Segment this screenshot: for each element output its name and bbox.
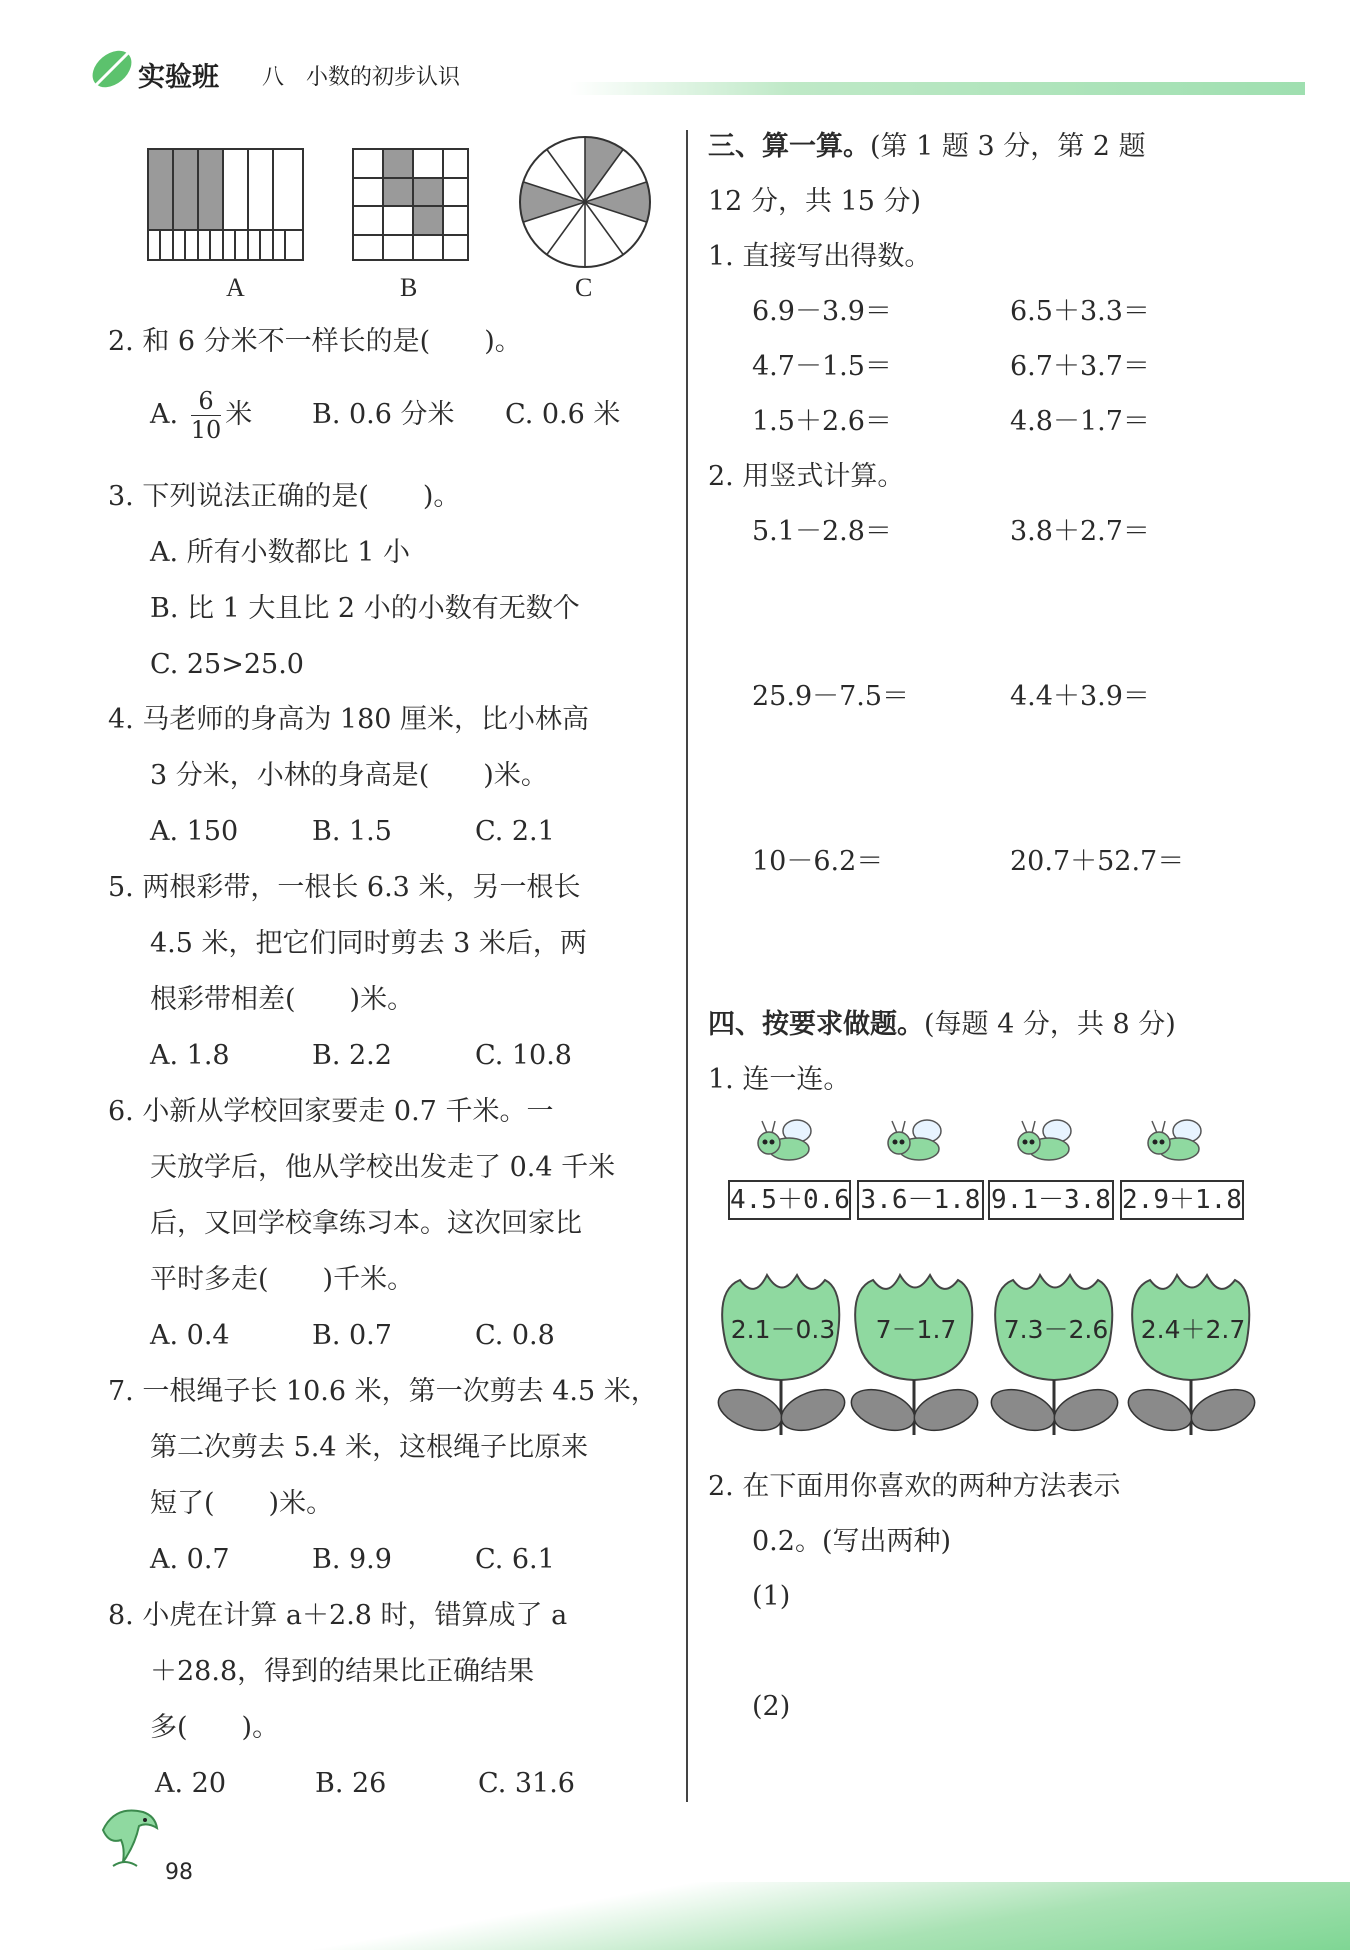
expression-box[interactable]: 4.5＋0.6 bbox=[728, 1180, 851, 1220]
figure-b-grid bbox=[350, 145, 472, 265]
q4-line2: 3 分米，小林的身高是( )米。 bbox=[150, 760, 548, 791]
calc-item: 6.7＋3.7＝ bbox=[1010, 351, 1150, 382]
calc-item: 4.8－1.7＝ bbox=[1010, 406, 1150, 437]
s4-q1-title: 1. 连一连。 bbox=[708, 1064, 851, 1095]
chapter-title: 八 小数的初步认识 bbox=[262, 65, 461, 90]
q3-option-c: C. 25>25.0 bbox=[150, 649, 304, 680]
section-4-note: (每题 4 分，共 8 分) bbox=[924, 1009, 1176, 1040]
answer-label-2: (2) bbox=[752, 1691, 791, 1722]
q6-option-b: B. 0.7 bbox=[312, 1320, 392, 1351]
q6-line2: 天放学后，他从学校出发走了 0.4 千米 bbox=[150, 1152, 616, 1183]
calc-item: 1.5＋2.6＝ bbox=[752, 406, 892, 437]
q6-option-a: A. 0.4 bbox=[150, 1320, 230, 1351]
vertical-calc-item: 3.8＋2.7＝ bbox=[1010, 516, 1150, 547]
section-3-heading bbox=[708, 130, 1146, 164]
column-divider bbox=[686, 130, 688, 1802]
expression-box[interactable]: 2.9＋1.8 bbox=[1120, 1180, 1244, 1220]
expression-box[interactable]: 3.6－1.8 bbox=[857, 1180, 984, 1220]
q5-option-a: A. 1.8 bbox=[150, 1040, 230, 1071]
header-band bbox=[570, 82, 1305, 95]
q2-option-a: A. $\frac{6}{10}$ 米 bbox=[150, 387, 253, 444]
answer-label-1: (1) bbox=[752, 1581, 791, 1612]
flower-expression[interactable]: 2.4＋2.7 bbox=[1140, 1315, 1246, 1344]
dolphin-icon bbox=[95, 1800, 165, 1875]
section-3-note-line2: 12 分，共 15 分) bbox=[708, 186, 921, 217]
q3-option-b: B. 比 1 大且比 2 小的小数有无数个 bbox=[150, 593, 580, 624]
q3-option-a: A. 所有小数都比 1 小 bbox=[150, 537, 411, 568]
q7-option-b: B. 9.9 bbox=[312, 1544, 392, 1575]
q7-line3: 短了( )米。 bbox=[150, 1488, 334, 1519]
q5-line2: 4.5 米，把它们同时剪去 3 米后，两 bbox=[150, 928, 587, 959]
vertical-calc-item: 25.9－7.5＝ bbox=[752, 681, 910, 712]
bee-icon bbox=[1143, 1115, 1213, 1175]
q4-line1: 4. 马老师的身高为 180 厘米，比小林高 bbox=[108, 704, 590, 735]
q6-option-c: C. 0.8 bbox=[475, 1320, 555, 1351]
q7-option-c: C. 6.1 bbox=[475, 1544, 555, 1575]
q6-line4: 平时多走( )千米。 bbox=[150, 1264, 415, 1295]
q4-option-a: A. 150 bbox=[150, 816, 239, 847]
q6-line3: 后，又回学校拿练习本。这次回家比 bbox=[150, 1208, 582, 1239]
page-number: 98 bbox=[165, 1860, 193, 1885]
s3-q2-title: 2. 用竖式计算。 bbox=[708, 461, 905, 492]
flower-expression[interactable]: 2.1－0.3 bbox=[730, 1315, 836, 1344]
s3-q1-title: 1. 直接写出得数。 bbox=[708, 241, 932, 272]
s4-q2-line2: 0.2。(写出两种) bbox=[752, 1526, 952, 1557]
figure-c-label: C bbox=[575, 273, 593, 302]
s4-q2-line1: 2. 在下面用你喜欢的两种方法表示 bbox=[708, 1471, 1121, 1502]
q2-stem: 2. 和 6 分米不一样长的是( )。 bbox=[108, 326, 522, 357]
flower-icon bbox=[715, 1270, 850, 1440]
bee-icon bbox=[883, 1115, 953, 1175]
q6-line1: 6. 小新从学校回家要走 0.7 千米。一 bbox=[108, 1096, 554, 1127]
section-4-heading bbox=[708, 1008, 1176, 1042]
flower-icon bbox=[988, 1270, 1123, 1440]
bee-icon bbox=[1013, 1115, 1083, 1175]
q7-line1: 7. 一根绳子长 10.6 米，第一次剪去 4.5 米， bbox=[108, 1376, 658, 1407]
header-title: 实验班 bbox=[138, 62, 219, 93]
vertical-calc-item: 20.7＋52.7＝ bbox=[1010, 846, 1185, 877]
q8-line1: 8. 小虎在计算 a＋2.8 时，错算成了 a bbox=[108, 1600, 568, 1631]
calc-item: 6.9－3.9＝ bbox=[752, 296, 892, 327]
figure-c-circle bbox=[515, 135, 655, 270]
figure-a-label: A bbox=[226, 273, 245, 302]
q8-option-c: C. 31.6 bbox=[478, 1768, 575, 1799]
q8-line3: 多( )。 bbox=[150, 1712, 280, 1743]
flower-expression[interactable]: 7.3－2.6 bbox=[1003, 1315, 1109, 1344]
q5-option-b: B. 2.2 bbox=[312, 1040, 392, 1071]
figure-a-grid bbox=[145, 145, 310, 265]
footer-band bbox=[0, 1882, 1350, 1950]
q8-option-a: A. 20 bbox=[155, 1768, 227, 1799]
vertical-calc-item: 10－6.2＝ bbox=[752, 846, 884, 877]
q5-line3: 根彩带相差( )米。 bbox=[150, 984, 415, 1015]
section-3-title: 三、算一算。 bbox=[708, 131, 870, 162]
calc-item: 6.5＋3.3＝ bbox=[1010, 296, 1150, 327]
q4-option-b: B. 1.5 bbox=[312, 816, 392, 847]
q8-line2: ＋28.8，得到的结果比正确结果 bbox=[150, 1656, 535, 1687]
vertical-calc-item: 4.4＋3.9＝ bbox=[1010, 681, 1150, 712]
q2-option-c: C. 0.6 米 bbox=[505, 399, 621, 430]
q2-option-b: B. 0.6 分米 bbox=[312, 399, 455, 430]
bee-icon bbox=[753, 1115, 823, 1175]
q5-option-c: C. 10.8 bbox=[475, 1040, 572, 1071]
flower-expression[interactable]: 7－1.7 bbox=[875, 1315, 957, 1344]
flower-icon bbox=[848, 1270, 983, 1440]
calc-item: 4.7－1.5＝ bbox=[752, 351, 892, 382]
q4-option-c: C. 2.1 bbox=[475, 816, 555, 847]
q5-line1: 5. 两根彩带，一根长 6.3 米，另一根长 bbox=[108, 872, 581, 903]
figure-b-label: B bbox=[400, 273, 418, 302]
expression-box[interactable]: 9.1－3.8 bbox=[988, 1180, 1114, 1220]
section-3-note: (第 1 题 3 分，第 2 题 bbox=[870, 131, 1146, 162]
leaf-logo-icon bbox=[88, 45, 136, 93]
q7-line2: 第二次剪去 5.4 米，这根绳子比原来 bbox=[150, 1432, 589, 1463]
vertical-calc-item: 5.1－2.8＝ bbox=[752, 516, 892, 547]
q7-option-a: A. 0.7 bbox=[150, 1544, 230, 1575]
section-4-title: 四、按要求做题。 bbox=[708, 1009, 924, 1040]
flower-icon bbox=[1125, 1270, 1260, 1440]
q8-option-b: B. 26 bbox=[315, 1768, 387, 1799]
q3-stem: 3. 下列说法正确的是( )。 bbox=[108, 481, 461, 512]
